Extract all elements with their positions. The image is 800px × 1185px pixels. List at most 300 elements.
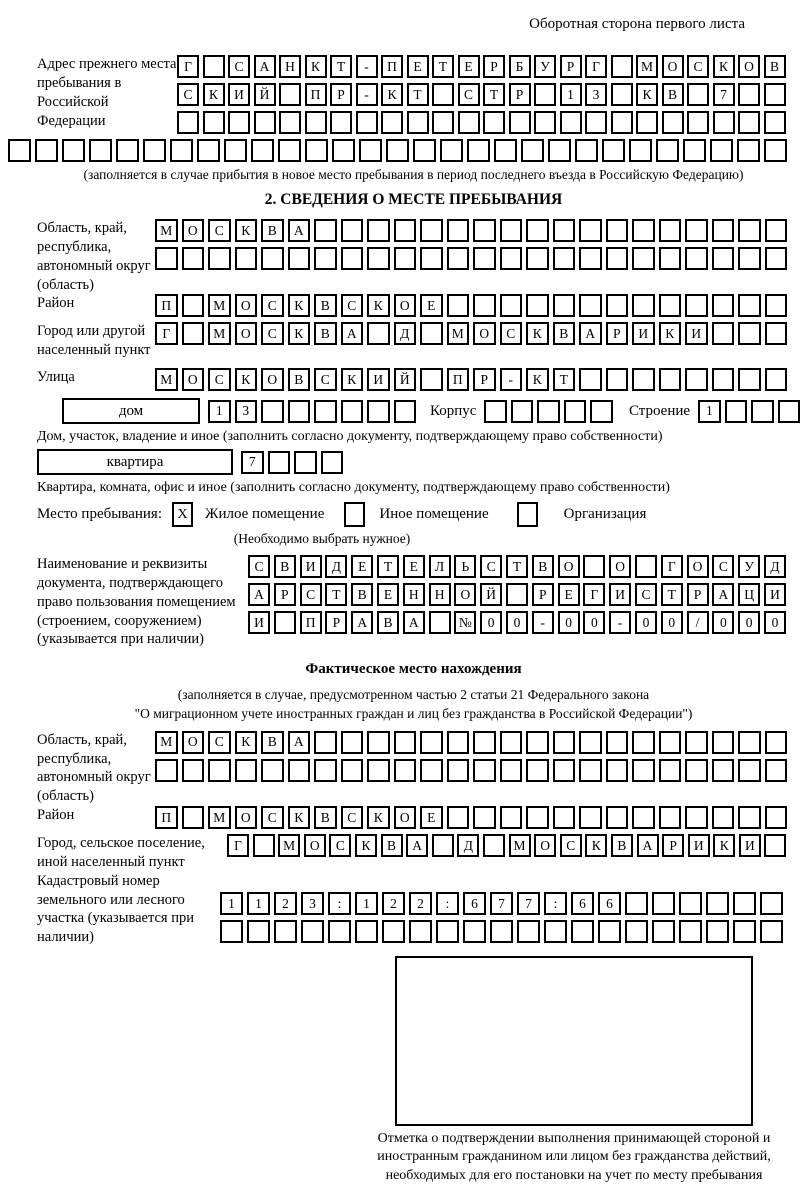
- form-cell[interactable]: К: [585, 834, 607, 857]
- form-cell[interactable]: О: [558, 555, 580, 578]
- form-cell[interactable]: Й: [480, 583, 502, 606]
- form-cell[interactable]: 7: [241, 451, 264, 474]
- form-cell[interactable]: И: [685, 322, 708, 345]
- form-cell[interactable]: К: [367, 806, 390, 829]
- form-cell[interactable]: С: [300, 583, 322, 606]
- form-cell[interactable]: [224, 139, 247, 162]
- form-cell[interactable]: [473, 219, 496, 242]
- form-cell[interactable]: О: [662, 55, 684, 78]
- form-cell[interactable]: [611, 55, 633, 78]
- form-cell[interactable]: 6: [463, 892, 486, 915]
- form-cell[interactable]: [712, 731, 735, 754]
- form-cell[interactable]: [625, 920, 648, 943]
- form-cell[interactable]: Д: [394, 322, 417, 345]
- form-cell[interactable]: [182, 247, 205, 270]
- form-cell[interactable]: М: [208, 322, 231, 345]
- form-cell[interactable]: [420, 759, 443, 782]
- form-cell[interactable]: Д: [764, 555, 786, 578]
- form-cell[interactable]: [473, 247, 496, 270]
- form-cell[interactable]: [274, 611, 296, 634]
- form-cell[interactable]: [683, 139, 706, 162]
- form-cell[interactable]: 0: [583, 611, 605, 634]
- form-cell[interactable]: [765, 806, 788, 829]
- form-cell[interactable]: [420, 322, 443, 345]
- form-cell[interactable]: И: [609, 583, 631, 606]
- form-cell[interactable]: [420, 368, 443, 391]
- form-cell[interactable]: [301, 920, 324, 943]
- form-cell[interactable]: №: [454, 611, 476, 634]
- form-cell[interactable]: С: [500, 322, 523, 345]
- form-cell[interactable]: О: [235, 322, 258, 345]
- form-cell[interactable]: К: [526, 368, 549, 391]
- form-cell[interactable]: [544, 920, 567, 943]
- form-cell[interactable]: О: [454, 583, 476, 606]
- form-cell[interactable]: И: [228, 83, 250, 106]
- form-cell[interactable]: [517, 920, 540, 943]
- form-cell[interactable]: 0: [506, 611, 528, 634]
- form-cell[interactable]: Ь: [454, 555, 476, 578]
- form-cell[interactable]: [447, 294, 470, 317]
- form-cell[interactable]: [432, 83, 454, 106]
- form-cell[interactable]: [420, 219, 443, 242]
- form-cell[interactable]: [447, 731, 470, 754]
- form-cell[interactable]: [274, 920, 297, 943]
- form-cell[interactable]: [521, 139, 544, 162]
- form-cell[interactable]: [738, 111, 760, 134]
- form-cell[interactable]: Р: [662, 834, 684, 857]
- form-cell[interactable]: Н: [403, 583, 425, 606]
- form-cell[interactable]: 0: [738, 611, 760, 634]
- form-cell[interactable]: К: [203, 83, 225, 106]
- form-cell[interactable]: [447, 247, 470, 270]
- kadastr-row-1[interactable]: [220, 892, 783, 915]
- prev-address-row-3[interactable]: [177, 111, 786, 134]
- form-cell[interactable]: К: [713, 834, 735, 857]
- form-cell[interactable]: К: [659, 322, 682, 345]
- form-cell[interactable]: [760, 920, 783, 943]
- form-cell[interactable]: [467, 139, 490, 162]
- form-cell[interactable]: П: [300, 611, 322, 634]
- kadastr-row-2[interactable]: [220, 920, 783, 943]
- form-cell[interactable]: [341, 247, 364, 270]
- form-cell[interactable]: [116, 139, 139, 162]
- form-cell[interactable]: [509, 111, 531, 134]
- form-cell[interactable]: [579, 731, 602, 754]
- checkbox-inoe[interactable]: [344, 502, 365, 527]
- form-cell[interactable]: [394, 731, 417, 754]
- form-cell[interactable]: [367, 322, 390, 345]
- fact-raion-row[interactable]: [155, 806, 787, 829]
- form-cell[interactable]: А: [288, 219, 311, 242]
- form-cell[interactable]: [659, 759, 682, 782]
- form-cell[interactable]: 1: [355, 892, 378, 915]
- form-cell[interactable]: С: [261, 294, 284, 317]
- form-cell[interactable]: О: [235, 806, 258, 829]
- form-cell[interactable]: С: [687, 55, 709, 78]
- form-cell[interactable]: В: [553, 322, 576, 345]
- form-cell[interactable]: С: [341, 806, 364, 829]
- form-cell[interactable]: Н: [429, 583, 451, 606]
- form-cell[interactable]: [203, 111, 225, 134]
- form-cell[interactable]: [62, 139, 85, 162]
- form-cell[interactable]: [8, 139, 31, 162]
- form-cell[interactable]: [367, 759, 390, 782]
- form-cell[interactable]: [583, 555, 605, 578]
- form-cell[interactable]: С: [228, 55, 250, 78]
- form-cell[interactable]: [635, 555, 657, 578]
- form-cell[interactable]: [632, 731, 655, 754]
- form-cell[interactable]: [553, 806, 576, 829]
- form-cell[interactable]: В: [532, 555, 554, 578]
- form-cell[interactable]: [458, 111, 480, 134]
- form-cell[interactable]: [228, 111, 250, 134]
- form-cell[interactable]: [679, 892, 702, 915]
- form-cell[interactable]: [738, 806, 761, 829]
- form-cell[interactable]: [738, 731, 761, 754]
- form-cell[interactable]: С: [712, 555, 734, 578]
- form-cell[interactable]: [738, 322, 761, 345]
- form-cell[interactable]: -: [532, 611, 554, 634]
- form-cell[interactable]: [500, 759, 523, 782]
- form-cell[interactable]: Т: [661, 583, 683, 606]
- form-cell[interactable]: [598, 920, 621, 943]
- form-cell[interactable]: [712, 368, 735, 391]
- form-cell[interactable]: [606, 247, 629, 270]
- form-cell[interactable]: [632, 247, 655, 270]
- fact-oblast-row-1[interactable]: [155, 731, 787, 754]
- form-cell[interactable]: [279, 83, 301, 106]
- form-cell[interactable]: [526, 759, 549, 782]
- form-cell[interactable]: [261, 759, 284, 782]
- form-cell[interactable]: [436, 920, 459, 943]
- form-cell[interactable]: [356, 111, 378, 134]
- form-cell[interactable]: Т: [407, 83, 429, 106]
- form-cell[interactable]: [685, 368, 708, 391]
- form-cell[interactable]: [712, 247, 735, 270]
- form-cell[interactable]: Е: [377, 583, 399, 606]
- form-cell[interactable]: [500, 219, 523, 242]
- form-cell[interactable]: [710, 139, 733, 162]
- form-cell[interactable]: [659, 731, 682, 754]
- form-cell[interactable]: [738, 247, 761, 270]
- form-cell[interactable]: [652, 892, 675, 915]
- form-cell[interactable]: А: [254, 55, 276, 78]
- form-cell[interactable]: [182, 294, 205, 317]
- form-cell[interactable]: [706, 892, 729, 915]
- form-cell[interactable]: [288, 247, 311, 270]
- form-cell[interactable]: [687, 83, 709, 106]
- form-cell[interactable]: [394, 400, 417, 423]
- form-cell[interactable]: С: [314, 368, 337, 391]
- form-cell[interactable]: [579, 368, 602, 391]
- form-cell[interactable]: К: [288, 294, 311, 317]
- form-cell[interactable]: И: [764, 583, 786, 606]
- form-cell[interactable]: В: [377, 611, 399, 634]
- form-cell[interactable]: [765, 294, 788, 317]
- form-cell[interactable]: [413, 139, 436, 162]
- form-cell[interactable]: [764, 111, 786, 134]
- form-cell[interactable]: В: [288, 368, 311, 391]
- form-cell[interactable]: Й: [254, 83, 276, 106]
- form-cell[interactable]: [632, 219, 655, 242]
- form-cell[interactable]: /: [687, 611, 709, 634]
- form-cell[interactable]: [659, 294, 682, 317]
- form-cell[interactable]: [314, 759, 337, 782]
- form-cell[interactable]: [553, 731, 576, 754]
- form-cell[interactable]: [420, 731, 443, 754]
- form-cell[interactable]: [253, 834, 275, 857]
- form-cell[interactable]: М: [155, 368, 178, 391]
- form-cell[interactable]: Е: [407, 55, 429, 78]
- form-cell[interactable]: [261, 247, 284, 270]
- form-cell[interactable]: [483, 834, 505, 857]
- form-cell[interactable]: [579, 759, 602, 782]
- checkbox-zhiloe[interactable]: X: [172, 502, 193, 527]
- form-cell[interactable]: [247, 920, 270, 943]
- form-cell[interactable]: [288, 400, 311, 423]
- form-cell[interactable]: [473, 294, 496, 317]
- form-cell[interactable]: [738, 294, 761, 317]
- form-cell[interactable]: [182, 806, 205, 829]
- form-cell[interactable]: С: [341, 294, 364, 317]
- form-cell[interactable]: [305, 111, 327, 134]
- form-cell[interactable]: [685, 759, 708, 782]
- form-cell[interactable]: Г: [583, 583, 605, 606]
- prev-address-extra-row[interactable]: [8, 139, 790, 162]
- form-cell[interactable]: [432, 834, 454, 857]
- form-cell[interactable]: А: [406, 834, 428, 857]
- dom-cells[interactable]: [208, 400, 416, 423]
- form-cell[interactable]: [463, 920, 486, 943]
- form-cell[interactable]: [632, 806, 655, 829]
- form-cell[interactable]: [235, 759, 258, 782]
- form-cell[interactable]: Г: [177, 55, 199, 78]
- form-cell[interactable]: К: [713, 55, 735, 78]
- form-cell[interactable]: У: [738, 555, 760, 578]
- form-cell[interactable]: :: [328, 892, 351, 915]
- form-cell[interactable]: [394, 759, 417, 782]
- form-cell[interactable]: 1: [220, 892, 243, 915]
- form-cell[interactable]: Е: [420, 294, 443, 317]
- form-cell[interactable]: О: [738, 55, 760, 78]
- form-cell[interactable]: [429, 611, 451, 634]
- form-cell[interactable]: Е: [420, 806, 443, 829]
- form-cell[interactable]: [611, 83, 633, 106]
- form-cell[interactable]: [738, 83, 760, 106]
- form-cell[interactable]: [526, 219, 549, 242]
- form-cell[interactable]: [155, 247, 178, 270]
- form-cell[interactable]: [606, 731, 629, 754]
- form-cell[interactable]: [170, 139, 193, 162]
- form-cell[interactable]: [685, 247, 708, 270]
- form-cell[interactable]: [432, 111, 454, 134]
- form-cell[interactable]: Е: [403, 555, 425, 578]
- form-cell[interactable]: 0: [712, 611, 734, 634]
- form-cell[interactable]: О: [394, 806, 417, 829]
- form-cell[interactable]: П: [305, 83, 327, 106]
- form-cell[interactable]: [534, 83, 556, 106]
- form-cell[interactable]: [553, 294, 576, 317]
- fact-oblast-row-2[interactable]: [155, 759, 787, 782]
- form-cell[interactable]: С: [329, 834, 351, 857]
- form-cell[interactable]: Т: [377, 555, 399, 578]
- form-cell[interactable]: О: [261, 368, 284, 391]
- form-cell[interactable]: [590, 400, 613, 423]
- form-cell[interactable]: С: [635, 583, 657, 606]
- form-cell[interactable]: [409, 920, 432, 943]
- form-cell[interactable]: К: [288, 806, 311, 829]
- form-cell[interactable]: [606, 368, 629, 391]
- form-cell[interactable]: [526, 731, 549, 754]
- form-cell[interactable]: [314, 731, 337, 754]
- form-cell[interactable]: [314, 400, 337, 423]
- form-cell[interactable]: [687, 111, 709, 134]
- form-cell[interactable]: К: [235, 368, 258, 391]
- form-cell[interactable]: В: [662, 83, 684, 106]
- form-cell[interactable]: Е: [351, 555, 373, 578]
- form-cell[interactable]: Д: [457, 834, 479, 857]
- form-cell[interactable]: В: [314, 806, 337, 829]
- form-cell[interactable]: [765, 759, 788, 782]
- form-cell[interactable]: [553, 219, 576, 242]
- form-cell[interactable]: К: [341, 368, 364, 391]
- form-cell[interactable]: [765, 322, 788, 345]
- form-cell[interactable]: [713, 111, 735, 134]
- form-cell[interactable]: 0: [480, 611, 502, 634]
- form-cell[interactable]: Т: [325, 583, 347, 606]
- form-cell[interactable]: С: [208, 368, 231, 391]
- form-cell[interactable]: Р: [274, 583, 296, 606]
- form-cell[interactable]: [321, 451, 344, 474]
- form-cell[interactable]: Р: [325, 611, 347, 634]
- form-cell[interactable]: К: [367, 294, 390, 317]
- form-cell[interactable]: [712, 219, 735, 242]
- form-cell[interactable]: П: [381, 55, 403, 78]
- form-cell[interactable]: 0: [635, 611, 657, 634]
- form-cell[interactable]: [632, 759, 655, 782]
- form-cell[interactable]: К: [526, 322, 549, 345]
- form-cell[interactable]: М: [636, 55, 658, 78]
- form-cell[interactable]: 6: [571, 892, 594, 915]
- form-cell[interactable]: [341, 400, 364, 423]
- form-cell[interactable]: С: [480, 555, 502, 578]
- form-cell[interactable]: [733, 920, 756, 943]
- form-cell[interactable]: Р: [509, 83, 531, 106]
- form-cell[interactable]: -: [356, 83, 378, 106]
- form-cell[interactable]: 0: [764, 611, 786, 634]
- ulitsa-row[interactable]: [155, 368, 787, 391]
- form-cell[interactable]: О: [182, 731, 205, 754]
- form-cell[interactable]: [526, 806, 549, 829]
- form-cell[interactable]: [278, 139, 301, 162]
- form-cell[interactable]: Ц: [738, 583, 760, 606]
- form-cell[interactable]: [394, 219, 417, 242]
- form-cell[interactable]: М: [155, 731, 178, 754]
- form-cell[interactable]: В: [274, 555, 296, 578]
- form-cell[interactable]: [685, 219, 708, 242]
- form-cell[interactable]: М: [278, 834, 300, 857]
- form-cell[interactable]: [420, 247, 443, 270]
- form-cell[interactable]: [679, 920, 702, 943]
- form-cell[interactable]: [685, 731, 708, 754]
- form-cell[interactable]: И: [300, 555, 322, 578]
- form-cell[interactable]: [606, 759, 629, 782]
- form-cell[interactable]: [279, 111, 301, 134]
- form-cell[interactable]: [575, 139, 598, 162]
- form-cell[interactable]: С: [208, 731, 231, 754]
- form-cell[interactable]: [261, 400, 284, 423]
- form-cell[interactable]: С: [261, 806, 284, 829]
- form-cell[interactable]: [560, 111, 582, 134]
- form-cell[interactable]: 3: [235, 400, 258, 423]
- form-cell[interactable]: М: [208, 294, 231, 317]
- form-cell[interactable]: И: [739, 834, 761, 857]
- form-cell[interactable]: Р: [473, 368, 496, 391]
- form-cell[interactable]: [733, 892, 756, 915]
- form-cell[interactable]: П: [155, 294, 178, 317]
- form-cell[interactable]: [208, 247, 231, 270]
- form-cell[interactable]: П: [447, 368, 470, 391]
- form-cell[interactable]: Д: [325, 555, 347, 578]
- form-cell[interactable]: [367, 219, 390, 242]
- form-cell[interactable]: Р: [483, 55, 505, 78]
- form-cell[interactable]: [765, 731, 788, 754]
- form-cell[interactable]: [579, 806, 602, 829]
- gorod-row[interactable]: [155, 322, 787, 345]
- form-cell[interactable]: [764, 139, 787, 162]
- form-cell[interactable]: С: [261, 322, 284, 345]
- form-cell[interactable]: [712, 806, 735, 829]
- form-cell[interactable]: 2: [409, 892, 432, 915]
- form-cell[interactable]: В: [611, 834, 633, 857]
- form-cell[interactable]: [602, 139, 625, 162]
- form-cell[interactable]: А: [351, 611, 373, 634]
- form-cell[interactable]: А: [712, 583, 734, 606]
- form-cell[interactable]: [506, 583, 528, 606]
- form-cell[interactable]: 3: [585, 83, 607, 106]
- oblast-row-1[interactable]: [155, 219, 787, 242]
- form-cell[interactable]: :: [544, 892, 567, 915]
- form-cell[interactable]: [203, 55, 225, 78]
- form-cell[interactable]: О: [235, 294, 258, 317]
- form-cell[interactable]: Е: [558, 583, 580, 606]
- form-cell[interactable]: [629, 139, 652, 162]
- form-cell[interactable]: [182, 759, 205, 782]
- form-cell[interactable]: [712, 759, 735, 782]
- form-cell[interactable]: [367, 400, 390, 423]
- form-cell[interactable]: К: [381, 83, 403, 106]
- form-cell[interactable]: [268, 451, 291, 474]
- form-cell[interactable]: [341, 731, 364, 754]
- form-cell[interactable]: Т: [330, 55, 352, 78]
- form-cell[interactable]: К: [636, 83, 658, 106]
- prev-address-row-2[interactable]: [177, 83, 786, 106]
- form-cell[interactable]: О: [687, 555, 709, 578]
- form-cell[interactable]: В: [314, 294, 337, 317]
- form-cell[interactable]: [341, 219, 364, 242]
- form-cell[interactable]: А: [341, 322, 364, 345]
- form-cell[interactable]: О: [534, 834, 556, 857]
- doc-row-1[interactable]: [248, 555, 786, 578]
- form-cell[interactable]: [440, 139, 463, 162]
- form-cell[interactable]: [381, 111, 403, 134]
- form-cell[interactable]: [553, 759, 576, 782]
- form-cell[interactable]: [738, 368, 761, 391]
- stroenie-cells[interactable]: [698, 400, 800, 423]
- form-cell[interactable]: Т: [483, 83, 505, 106]
- form-cell[interactable]: [659, 219, 682, 242]
- form-cell[interactable]: [751, 400, 774, 423]
